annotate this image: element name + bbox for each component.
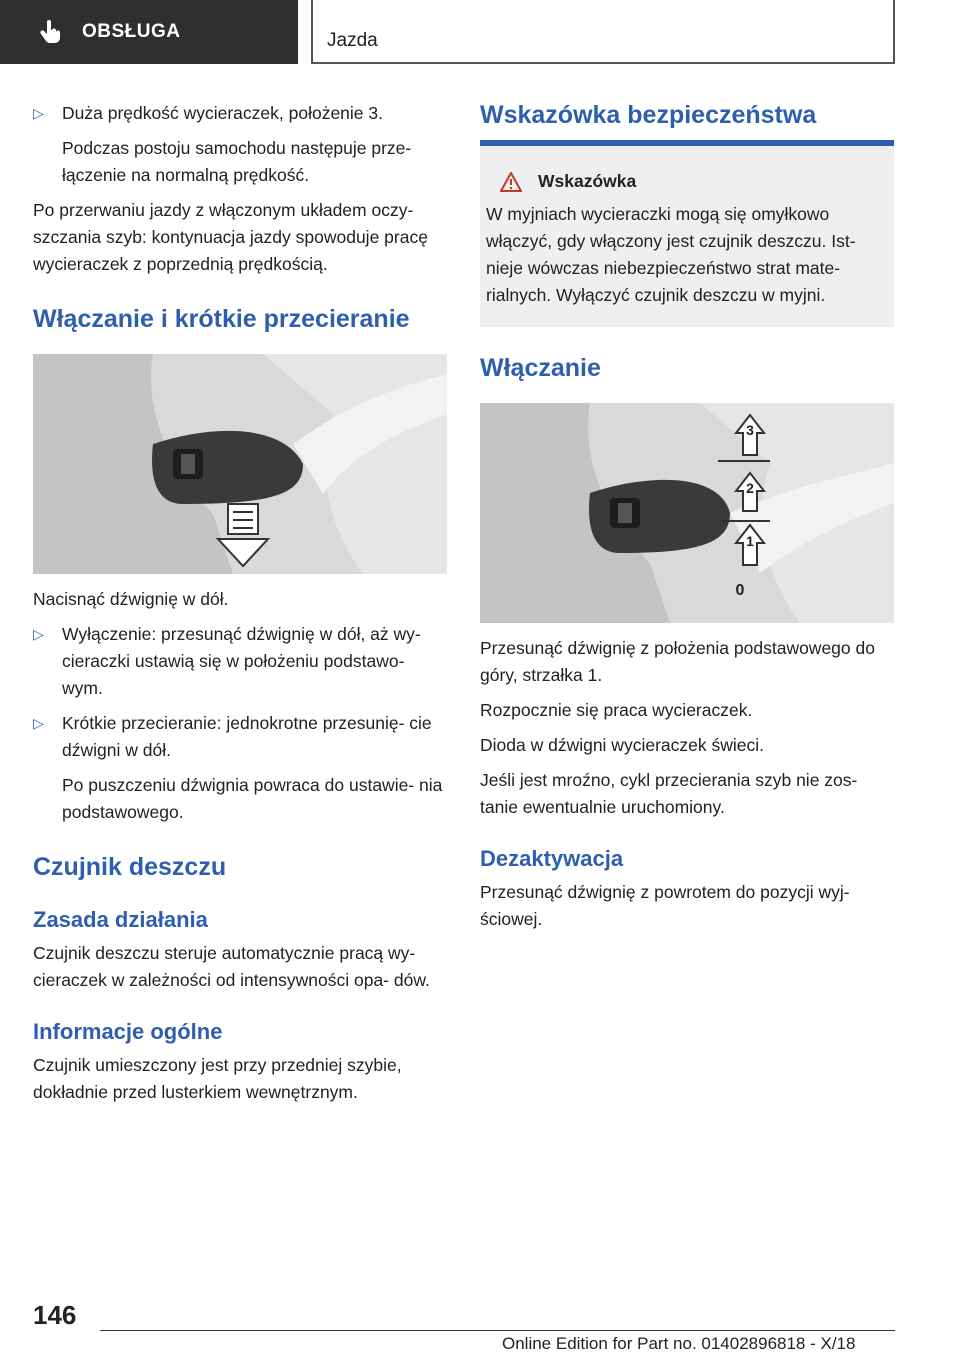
footer-divider	[100, 1330, 895, 1331]
note-header	[486, 168, 884, 195]
section-tab	[0, 0, 298, 64]
paragraph: Rozpocznie się praca wycieraczek.	[480, 700, 753, 720]
paragraph: Przesunąć dźwignię z powrotem do pozycji wyj- ściowej.	[480, 882, 850, 929]
triangle-bullet-icon: ▷	[33, 626, 44, 642]
triangle-bullet-icon: ▷	[33, 105, 44, 121]
note-text: W myjniach wycieraczki mogą się omyłkowo włączyć, gdy włączony jest czujnik deszczu. Ist- nieje wówczas niebezpieczeństwo strat mate- rialnych. Wyłączyć czujnik deszczu w myjni.	[486, 204, 856, 305]
paragraph: Czujnik umieszczony jest przy przedniej szybie, dokładnie przed lusterkiem wewnętrznym.	[33, 1055, 402, 1102]
triangle-bullet-icon: ▷	[33, 715, 44, 731]
paragraph: Przesunąć dźwignię z położenia podstawowego do góry, strzałka 1.	[480, 638, 875, 685]
edition-note: Online Edition for Part no. 01402896818 - X/18	[502, 1334, 856, 1353]
chapter-label: Jazda	[327, 30, 378, 51]
subsection-heading: Informacje ogólne	[33, 1019, 223, 1044]
wiper-lever-positions-illustration	[480, 403, 894, 623]
section-heading: Czujnik deszczu	[33, 853, 227, 881]
section-heading: Włączanie i krótkie przecieranie	[33, 305, 410, 333]
paragraph: Dioda w dźwigni wycieraczek świeci.	[480, 735, 764, 755]
position-label-2: 2	[746, 480, 754, 496]
paragraph: Jeśli jest mroźno, cykl przecierania szyb nie zos- tanie ewentualnie uruchomiony.	[480, 770, 858, 817]
position-label-0: 0	[735, 582, 745, 599]
page-number: 146	[33, 1300, 77, 1330]
list-item: ▷ Krótkie przecieranie: jednokrotne przesunię- cie dźwigni w dół.	[33, 710, 447, 764]
note-title: Wskazówka	[538, 171, 637, 191]
list-item: ▷ Duża prędkość wycieraczek, położenie 3.	[33, 100, 447, 127]
section-heading: Włączanie	[480, 354, 601, 382]
section-heading: Wskazówka bezpieczeństwa	[480, 101, 817, 129]
warning-triangle-icon	[500, 172, 522, 192]
subsection-heading: Dezaktywacja	[480, 846, 624, 871]
chapter-box	[311, 0, 895, 64]
position-label-3: 3	[746, 422, 754, 438]
left-column	[33, 100, 447, 1114]
right-column	[480, 100, 894, 941]
subsection-heading: Zasada działania	[33, 907, 208, 932]
safety-note	[480, 146, 894, 327]
bullet-note: Podczas postoju samochodu następuje prze- łączenie na normalną prędkość.	[62, 138, 412, 185]
paragraph: Nacisnąć dźwignię w dół.	[33, 589, 229, 609]
hand-pointer-icon	[40, 20, 62, 44]
paragraph: Czujnik deszczu steruje automatycznie pracą wy- cieraczek w zależności od intensywności opa- dów.	[33, 943, 430, 990]
position-label-1: 1	[746, 533, 754, 549]
paragraph: Po przerwaniu jazdy z włączonym układem oczy- szczania szyb: kontynuacja jazdy spowoduje pracę wycieraczek z poprzednią prędkością.	[33, 200, 428, 274]
list-item: ▷ Wyłączenie: przesunąć dźwignię w dół, aż wy- cieraczki ustawią się w położeniu podstawo- wym.	[33, 621, 447, 702]
section-label: OBSŁUGA	[82, 21, 181, 42]
wiper-lever-down-illustration	[33, 354, 447, 574]
bullet-note: Po puszczeniu dźwignia powraca do ustawie- nia podstawowego.	[62, 775, 443, 822]
